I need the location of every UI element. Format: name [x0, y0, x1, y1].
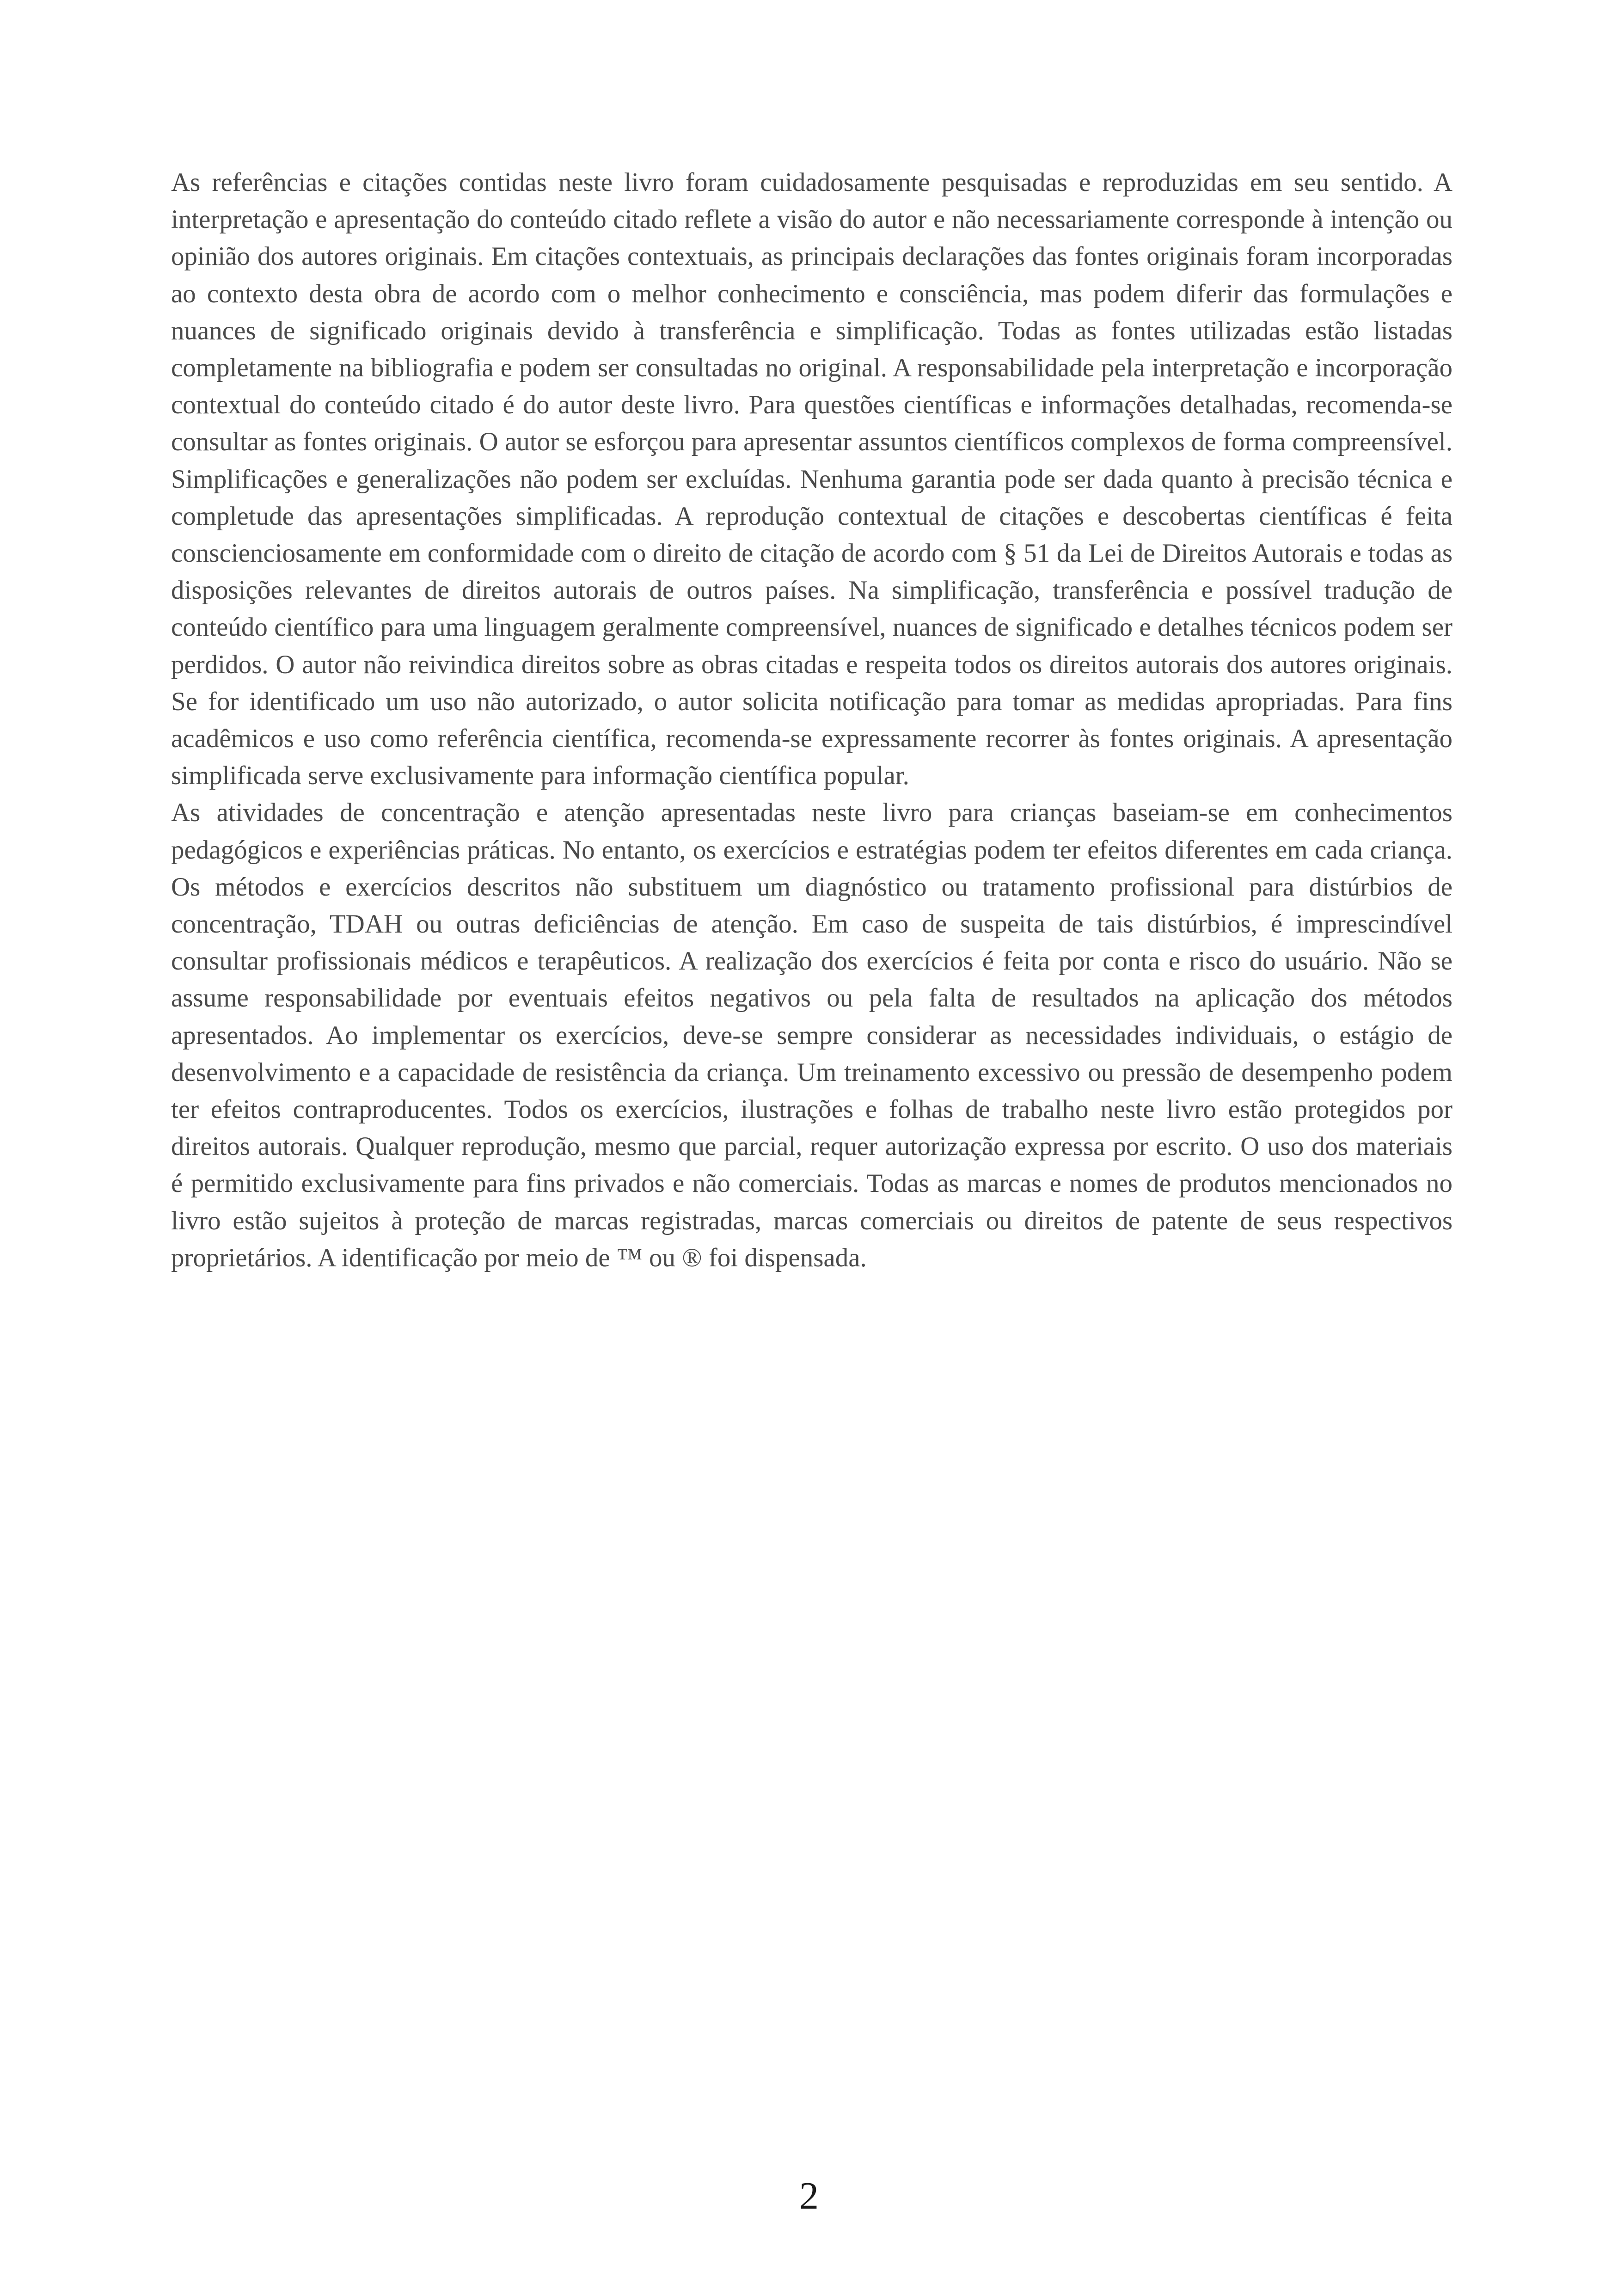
paragraph-activities-disclaimer: As atividades de concentração e atenção apresentadas neste livro para crianças baseiam-se em conhecimentos pedagógicos e experiências práticas. No entanto, os exercícios e estratégias podem ter efeitos diferentes em cada criança. Os métodos e exercícios descritos não substituem um diagnóstico ou tratamento profissional para distúrbios de concentração, TDAH ou outras deficiências de atenção. Em caso de suspeita de tais distúrbios, é imprescindível consultar profissionais médicos e terapêuticos. A realização dos exercícios é feita por conta e risco do usuário. Não se assume responsabilidade por eventuais efeitos negativos ou pela falta de resultados na aplicação dos métodos apresentados. Ao implementar os exercícios, deve-se sempre considerar as necessidades individuais, o estágio de desenvolvimento e a capacidade de resistência da criança. Um treinamento excessivo ou pressão de desempenho podem ter efeitos contraproducentes. Todos os exercícios, ilustrações e folhas de trabalho neste livro estão protegidos por direitos autorais. Qualquer reprodução, mesmo que parcial, requer autorização expressa por escrito. O uso dos materiais é permitido exclusivamente para fins privados e não comerciais. Todas as marcas e nomes de produtos mencionados no livro estão sujeitos à proteção de marcas registradas, marcas comerciais ou direitos de patente de seus respectivos proprietários. A identificação por meio de ™ ou ® foi dispensada. — [171, 798, 1453, 1272]
page-number: 2 — [799, 2174, 819, 2217]
body-text — [171, 164, 1453, 1277]
paragraph-references-disclaimer: As referências e citações contidas neste livro foram cuidadosamente pesquisadas e reproduzidas em seu sentido. A interpretação e apresentação do conteúdo citado reflete a visão do autor e não necessariamente corresponde à intenção ou opinião dos autores originais. Em citações contextuais, as principais declarações das fontes originais foram incorporadas ao contexto desta obra de acordo com o melhor conhecimento e consciência, mas podem diferir das formulações e nuances de significado originais devido à transferência e simplificação. Todas as fontes utilizadas estão listadas completamente na bibliografia e podem ser consultadas no original. A responsabilidade pela interpretação e incorporação contextual do conteúdo citado é do autor deste livro. Para questões científicas e informações detalhadas, recomenda-se consultar as fontes originais. O autor se esforçou para apresentar assuntos científicos complexos de forma compreensível. Simplificações e generalizações não podem ser excluídas. Nenhuma garantia pode ser dada quanto à precisão técnica e completude das apresentações simplificadas. A reprodução contextual de citações e descobertas científicas é feita conscienciosamente em conformidade com o direito de citação de acordo com § 51 da Lei de Direitos Autorais e todas as disposições relevantes de direitos autorais de outros países. Na simplificação, transferência e possível tradução de conteúdo científico para uma linguagem geralmente compreensível, nuances de significado e detalhes técnicos podem ser perdidos. O autor não reivindica direitos sobre as obras citadas e respeita todos os direitos autorais dos autores originais. Se for identificado um uso não autorizado, o autor solicita notificação para tomar as medidas apropriadas. Para fins acadêmicos e uso como referência científica, recomenda-se expressamente recorrer às fontes originais. A apresentação simplificada serve exclusivamente para informação científica popular. — [171, 168, 1453, 791]
